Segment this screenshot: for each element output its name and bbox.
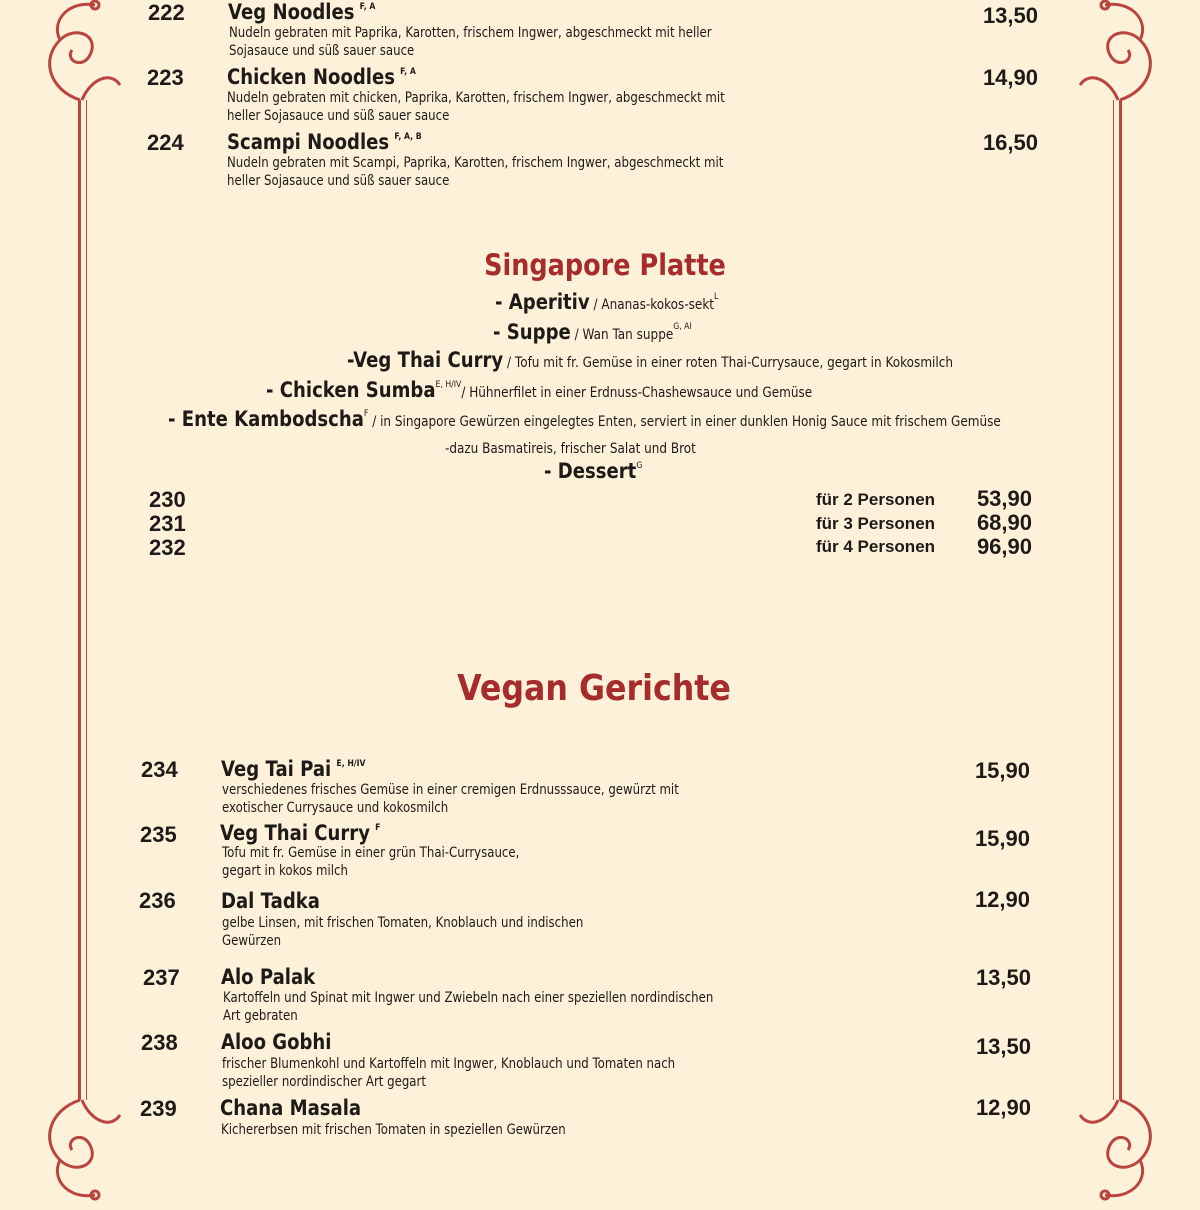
item-price: 14,90 bbox=[982, 65, 1038, 90]
item-title: Aloo Gobhi bbox=[221, 1030, 332, 1054]
option-number: 231 bbox=[149, 511, 186, 536]
item-price: 16,50 bbox=[982, 130, 1038, 155]
item-title: Chicken Noodles $^{F, A}$ bbox=[227, 65, 416, 89]
item-description: Tofu mit fr. Gemüse in einer grün Thai-Currysauce, bbox=[222, 845, 520, 861]
platte-line-suppe: - Suppe / Wan Tan suppe$^{G, AI}$ bbox=[493, 320, 692, 344]
item-number: 223 bbox=[147, 65, 184, 90]
item-description: Nudeln gebraten mit Scampi, Paprika, Karotten, frischem Ingwer, abgeschmeckt mit bbox=[227, 155, 724, 171]
ornament-bottom-left-icon bbox=[20, 1090, 140, 1210]
option-number: 232 bbox=[149, 535, 186, 560]
item-description: verschiedenes frisches Gemüse in einer cremigen Erdnusssauce, gewürzt mit bbox=[222, 782, 679, 798]
item-price: 12,90 bbox=[974, 887, 1030, 912]
item-price: 15,90 bbox=[974, 826, 1030, 851]
platte-line-ente-kambodscha: - Ente Kambodscha$^F$ / in Singapore Gewürzen eingelegtes Enten, serviert in einer dunklen Honig Sauce mit frischem Gemüse bbox=[168, 407, 1001, 431]
item-price: 13,50 bbox=[982, 3, 1038, 28]
item-title: Alo Palak bbox=[221, 965, 316, 989]
item-title: Scampi Noodles $^{F, A, B}$ bbox=[227, 130, 422, 154]
item-description: heller Sojasauce und süß sauer sauce bbox=[227, 108, 450, 124]
item-price: 13,50 bbox=[975, 1034, 1031, 1059]
option-persons: für 3 Personen bbox=[816, 514, 936, 533]
item-number: 239 bbox=[140, 1096, 177, 1121]
section-title-vegan-gerichte: Vegan Gerichte bbox=[457, 668, 731, 709]
item-description: Nudeln gebraten mit Paprika, Karotten, frischem Ingwer, abgeschmeckt mit heller bbox=[229, 25, 712, 41]
ornament-bottom-right-icon bbox=[1060, 1090, 1180, 1210]
section-title-singapore-platte: Singapore Platte bbox=[484, 248, 726, 282]
platte-line-beilagen: -dazu Basmatireis, frischer Salat und Brot bbox=[445, 441, 696, 457]
item-number: 224 bbox=[147, 130, 184, 155]
item-price: 12,90 bbox=[975, 1095, 1031, 1120]
item-number: 238 bbox=[141, 1030, 178, 1055]
platte-line-aperitiv: - Aperitiv / Ananas-kokos-sekt$^L$ bbox=[495, 290, 719, 314]
platte-line-chicken-sumba: - Chicken Sumba$^{E, H/IV}$/ Hühnerfilet in einer Erdnuss-Chashewsauce und Gemüse bbox=[266, 378, 813, 402]
item-description: Nudeln gebraten mit chicken, Paprika, Karotten, frischem Ingwer, abgeschmeckt mit bbox=[227, 90, 725, 106]
item-description: frischer Blumenkohl und Kartoffeln mit Ingwer, Knoblauch und Tomaten nach bbox=[222, 1056, 676, 1072]
platte-line-veg-thai-curry: -Veg Thai Curry / Tofu mit fr. Gemüse in einer roten Thai-Currysauce, gegart in Kokosmilch bbox=[347, 348, 953, 372]
ornament-top-left-icon bbox=[20, 0, 140, 110]
item-number: 222 bbox=[148, 0, 185, 25]
platte-line-dessert: - Dessert$^G$ bbox=[544, 459, 643, 483]
item-title: Veg Tai Pai $^{E, H/IV}$ bbox=[221, 757, 366, 781]
item-title: Veg Noodles $^{F, A}$ bbox=[228, 0, 376, 24]
option-persons: für 2 Personen bbox=[816, 490, 936, 509]
option-price: 68,90 bbox=[976, 510, 1032, 535]
item-title: Dal Tadka bbox=[221, 889, 320, 913]
item-description: exotischer Currysauce und kokosmilch bbox=[222, 800, 449, 816]
item-number: 237 bbox=[143, 965, 180, 990]
item-price: 13,50 bbox=[975, 965, 1031, 990]
item-description: spezieller nordindischer Art gegart bbox=[222, 1074, 426, 1090]
item-description: Art gebraten bbox=[223, 1008, 298, 1024]
option-price: 96,90 bbox=[976, 534, 1032, 559]
item-description: Kartoffeln und Spinat mit Ingwer und Zwiebeln nach einer speziellen nordindischen bbox=[223, 990, 714, 1006]
item-description: Sojasauce und süß sauer sauce bbox=[229, 43, 415, 59]
option-price: 53,90 bbox=[976, 486, 1032, 511]
option-number: 230 bbox=[149, 487, 186, 512]
item-description: Kichererbsen mit frischen Tomaten in speziellen Gewürzen bbox=[221, 1122, 566, 1138]
item-title: Chana Masala bbox=[220, 1096, 362, 1120]
option-persons: für 4 Personen bbox=[816, 537, 936, 556]
item-description: gegart in kokos milch bbox=[222, 863, 348, 879]
item-description: heller Sojasauce und süß sauer sauce bbox=[227, 173, 450, 189]
item-number: 234 bbox=[141, 757, 178, 782]
ornament-top-right-icon bbox=[1060, 0, 1180, 110]
item-price: 15,90 bbox=[974, 758, 1030, 783]
item-description: gelbe Linsen, mit frischen Tomaten, Knoblauch und indischen bbox=[222, 915, 584, 931]
item-title: Veg Thai Curry $^F$ bbox=[220, 821, 381, 845]
item-number: 235 bbox=[140, 822, 177, 847]
item-number: 236 bbox=[139, 888, 176, 913]
item-description: Gewürzen bbox=[222, 933, 282, 949]
